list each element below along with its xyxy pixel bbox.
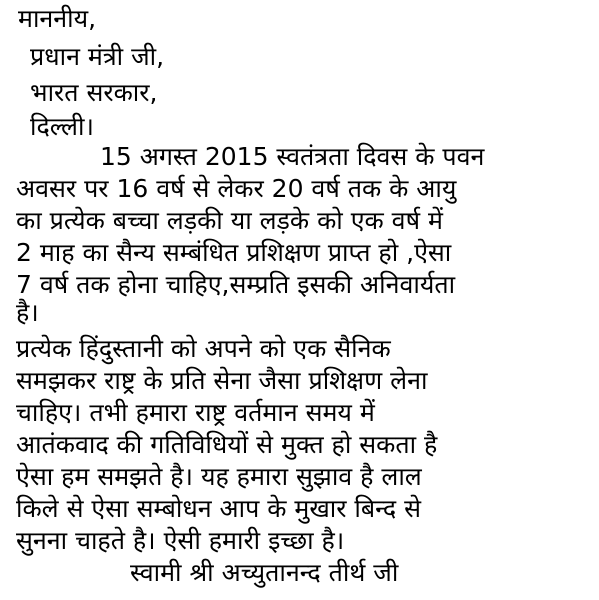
paragraph-line: आतंकवाद की गतिविधियों से मुक्त हो सकता है (16, 430, 438, 459)
paragraph-line: 7 वर्ष तक होना चाहिए,सम्प्रति इसकी अनिवार्यता (16, 270, 456, 299)
paragraph-line: अवसर पर 16 वर्ष से लेकर 20 वर्ष तक के आयु (16, 174, 457, 203)
recipient-line: प्रधान मंत्री जी, (30, 42, 165, 71)
paragraph-line: का प्रत्येक बच्चा लड़की या लड़के को एक वर्ष में (16, 206, 443, 235)
paragraph-line: 2 माह का सैन्य सम्बंधित प्रशिक्षण प्राप्त हो ,ऐसा (16, 238, 452, 267)
recipient-line: दिल्ली। (30, 112, 94, 141)
paragraph-line: चाहिए। तभी हमारा राष्ट्र वर्तमान समय में (16, 398, 375, 427)
paragraph-line: किले से ऐसा सम्बोधन आप के मुखार बिन्द से (16, 494, 422, 523)
paragraph-line: समझकर राष्ट्र के प्रति सेना जैसा प्रशिक्षण लेना (16, 366, 428, 395)
salutation: माननीय, (18, 4, 97, 33)
paragraph-line: है। (16, 298, 39, 327)
recipient-line: भारत सरकार, (30, 78, 158, 107)
paragraph-line: सुनना चाहते है। ऐसी हमारी इच्छा है। (16, 526, 345, 555)
paragraph-line: 15 अगस्त 2015 स्वतंत्रता दिवस के पवन (100, 142, 485, 171)
paragraph-line: प्रत्येक हिंदुस्तानी को अपने को एक सैनिक (16, 334, 391, 363)
paragraph-line: ऐसा हम समझते है। यह हमारा सुझाव है लाल (16, 462, 422, 491)
signature: स्वामी श्री अच्युतानन्द तीर्थ जी (130, 558, 399, 587)
